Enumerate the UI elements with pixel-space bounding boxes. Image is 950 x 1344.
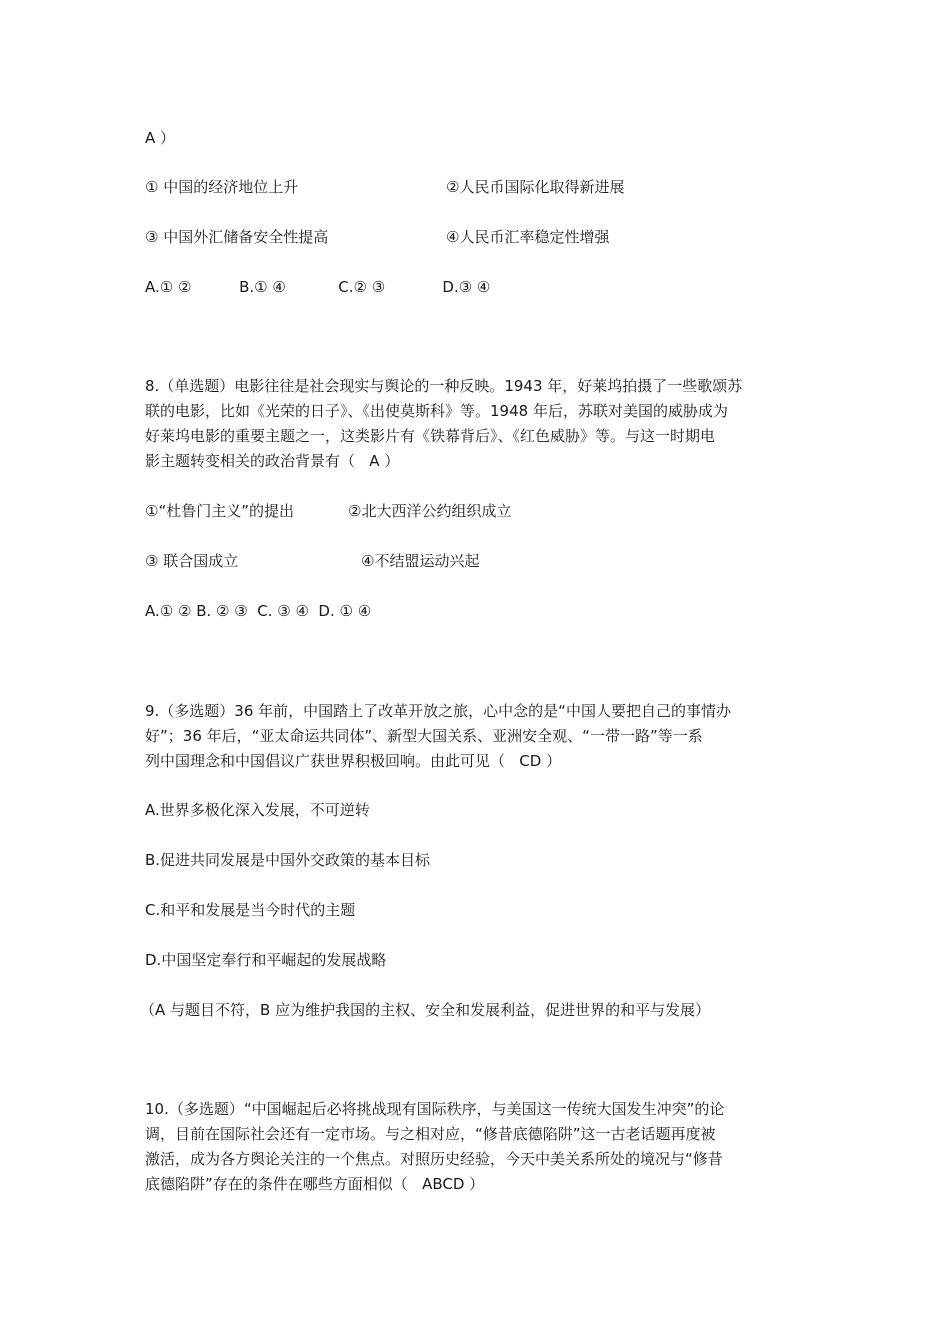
q9-option-d: D.中国坚定奉行和平崛起的发展战略: [145, 951, 387, 969]
q8-choices: A.① ② B. ② ③ C. ③ ④ D. ① ④: [145, 602, 372, 620]
q8-stem: [145, 374, 810, 474]
q8-stem-line: 好莱坞电影的重要主题之一，这类影片有《铁幕背后》、《红色威胁》等。与这一时期电: [145, 427, 716, 445]
q8-stem-line: 联的电影，比如《光荣的日子》、《出使莫斯科》等。1948 年后，苏联对美国的威胁成为: [145, 402, 728, 420]
q9-option-a: A.世界多极化深入发展，不可逆转: [145, 801, 370, 819]
q9-stem-line: 好”；36 年后，“亚太命运共同体”、新型大国关系、亚洲安全观、“一带一路”等一系: [145, 727, 703, 745]
q8-stem-line: 8.（单选题）电影往往是社会现实与舆论的一种反映。1943 年，好莱坞拍摄了一些歌颂苏: [145, 377, 743, 395]
q9-option-c: C.和平和发展是当今时代的主题: [145, 901, 356, 919]
q8-option-1: ①“杜鲁门主义”的提出: [145, 502, 294, 520]
q10-stem-line: 调，目前在国际社会还有一定市场。与之相对应，“修昔底德陷阱”这一古老话题再度被: [145, 1125, 716, 1143]
q9-stem: [145, 699, 810, 774]
q7-choices: A.① ② B.① ④ C.② ③ D.③ ④: [145, 278, 491, 296]
q7-option-4: ④人民币汇率稳定性增强: [446, 228, 610, 246]
q10-stem: [145, 1097, 810, 1197]
q10-stem-line: 激活，成为各方舆论关注的一个焦点。对照历史经验，今天中美关系所处的境况与“修昔: [145, 1150, 723, 1168]
q9-explanation: （A 与题目不符，B 应为维护我国的主权、安全和发展利益，促进世界的和平与发展）: [140, 1001, 711, 1019]
q9-stem-line: 列中国理念和中国倡议广获世界积极回响。由此可见（ CD ）: [145, 752, 562, 770]
q8-option-3: ③ 联合国成立: [145, 552, 239, 570]
q7-option-1: ① 中国的经济地位上升: [145, 178, 299, 196]
q7-answer-tail: A ）: [145, 129, 176, 147]
q9-option-b: B.促进共同发展是中国外交政策的基本目标: [145, 851, 431, 869]
q7-option-3: ③ 中国外汇储备安全性提高: [145, 228, 329, 246]
q10-stem-line: 10.（多选题）“中国崛起后必将挑战现有国际秩序，与美国这一传统大国发生冲突”的论: [145, 1100, 725, 1118]
q9-stem-line: 9.（多选题）36 年前，中国踏上了改革开放之旅，心中念的是“中国人要把自己的事情办: [145, 702, 731, 720]
q8-option-2: ②北大西洋公约组织成立: [348, 502, 512, 520]
q10-stem-line: 底德陷阱”存在的条件在哪些方面相似（ ABCD ）: [145, 1175, 485, 1193]
q8-option-4: ④不结盟运动兴起: [361, 552, 480, 570]
q7-option-2: ②人民币国际化取得新进展: [446, 178, 625, 196]
q8-stem-line: 影主题转变相关的政治背景有（ A ）: [145, 452, 400, 470]
